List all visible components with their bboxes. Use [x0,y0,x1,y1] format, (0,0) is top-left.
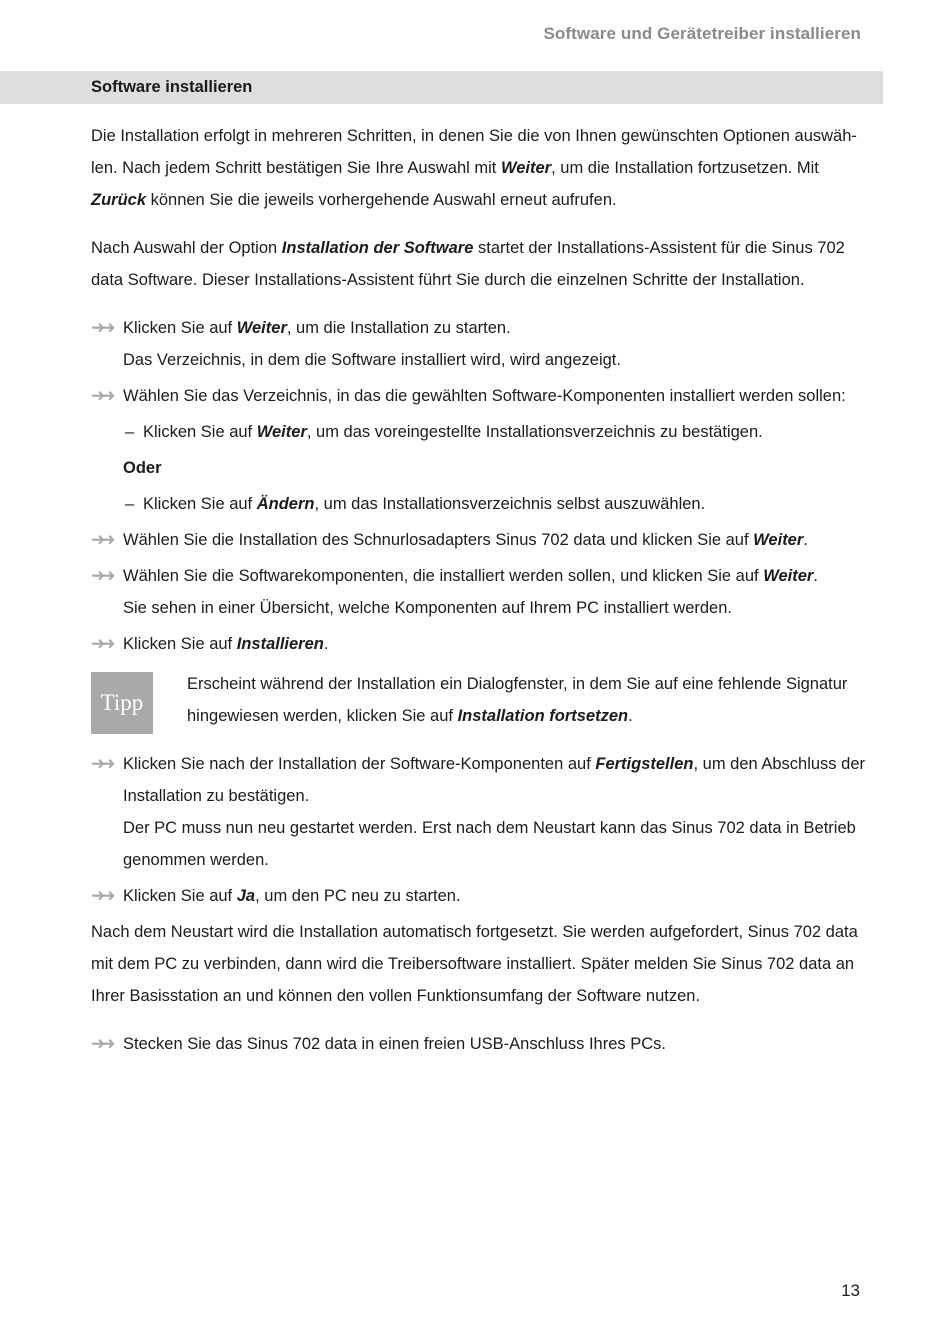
ui-term-installation-fortsetzen: Installation fortsetzen [457,707,629,725]
oder-label: Oder [123,459,162,477]
text: , um die Installation zu starten. [286,319,511,337]
ui-term-weiter: Weiter [236,319,287,337]
step-4-note: Sie sehen in einer Übersicht, welche Komponenten auf Ihrem PC installiert werden. [123,599,732,617]
text: Klicken Sie auf [123,635,237,653]
text: Klicken Sie auf [123,887,237,905]
intro-paragraph-2 [91,232,866,296]
section-header-bar [0,71,883,104]
step-1-note: Das Verzeichnis, in dem die Software installiert wird, wird angezeigt. [123,351,621,369]
text: . [813,567,818,585]
text: können Sie die jeweils vorhergehende Auswahl erneut aufrufen. [146,191,617,209]
step-6-note: Der PC muss nun neu gestartet werden. Erst nach dem Neustart kann das Sinus 702 data in Betrieb genommen werden. [123,819,856,869]
text: startet der Installations-Assistent für die Sinus 702 data Software. Dieser Installations-Assistent führt Sie durch die einzelnen Schritte der Installation. [91,239,845,289]
step-2-option-2 [91,488,866,520]
step-2-option-1 [91,416,866,448]
double-arrow-right-icon: ➜➜ [91,754,112,773]
double-arrow-right-icon: ➜➜ [91,386,112,405]
after-restart-paragraph: Nach dem Neustart wird die Installation automatisch fortgesetzt. Sie werden aufgefordert, Sinus 702 data mit dem PC zu verbinden, dann wird die Treibersoftware installiert. Später melden Sie Sinus 702 data an Ihrer Basisstation an und können den vollen Funktionsumfang der Software nutzen. [91,923,858,1005]
ui-term-weiter: Weiter [500,159,552,177]
text: Wählen Sie die Softwarekomponenten, die installiert werden sollen, und klicken Sie auf [123,567,764,585]
double-arrow-right-icon: ➜➜ [91,566,112,585]
ui-term-weiter: Weiter [753,531,804,549]
ui-term-aendern: Ändern [256,495,315,513]
step-8 [91,1028,866,1060]
step-3 [91,524,866,556]
double-arrow-right-icon: ➜➜ [91,318,112,337]
text: . [323,635,329,653]
step-6 [91,748,866,876]
ui-term-installation-der-software: Installation der Software [281,239,474,257]
ui-term-weiter: Weiter [256,423,307,441]
dash-bullet: – [125,423,135,441]
tip-badge: Tipp [91,672,153,734]
text: Klicken Sie nach der Installation der Software-Komponenten auf [123,755,596,773]
double-arrow-right-icon: ➜➜ [91,1034,112,1053]
text: Wählen Sie die Installation des Schnurlosadapters Sinus 702 data und klicken Sie auf [123,531,754,549]
step-1 [91,312,866,376]
text: Nach Auswahl der Option [91,239,282,257]
double-arrow-right-icon: ➜➜ [91,634,112,653]
page-number: 13 [841,1281,860,1300]
text: Klicken Sie auf [123,319,237,337]
step-4 [91,560,866,624]
text: . [628,707,633,725]
text: Die Installation erfolgt in mehreren Schritten, in denen Sie die von Ihnen gewünschten Optionen auswählen. Nach jedem Schritt bestätigen Sie Ihre Auswahl mit [91,127,857,177]
ui-term-weiter: Weiter [763,567,814,585]
double-arrow-right-icon: ➜➜ [91,886,112,905]
text: , um die Installation fortzusetzen. Mit [551,159,819,177]
ui-term-installieren: Installieren [236,635,324,653]
ui-term-ja: Ja [236,887,256,905]
step-8-text: Stecken Sie das Sinus 702 data in einen freien USB-Anschluss Ihres PCs. [123,1035,666,1053]
running-header: Software und Gerätetreiber installieren [543,24,861,43]
tip-box [91,668,866,732]
text: , um das Installationsverzeichnis selbst auszuwählen. [314,495,706,513]
text: , um den Abschluss der Installation zu bestätigen. [123,755,865,805]
dash-bullet: – [125,495,135,513]
step-7 [91,880,866,912]
step-2-text: Wählen Sie das Verzeichnis, in das die gewählten Software-Komponenten installiert werden sollen: [123,387,846,405]
text: Erscheint während der Installation ein Dialogfenster, in dem Sie auf eine fehlende Signatur hingewiesen werden, klicken Sie auf [187,675,848,725]
text: Klicken Sie auf [143,495,257,513]
text: , um den PC neu zu starten. [255,887,461,905]
text: . [803,531,808,549]
section-title: Software installieren [91,78,253,96]
text: , um das voreingestellte Installationsverzeichnis zu bestätigen. [306,423,763,441]
ui-term-zurueck: Zurück [91,191,147,209]
page-content [91,120,866,1060]
ui-term-fertigstellen: Fertigstellen [595,755,694,773]
double-arrow-right-icon: ➜➜ [91,530,112,549]
intro-paragraph-1 [91,120,866,216]
step-5 [91,628,866,660]
text: Klicken Sie auf [143,423,257,441]
step-2 [91,380,866,412]
